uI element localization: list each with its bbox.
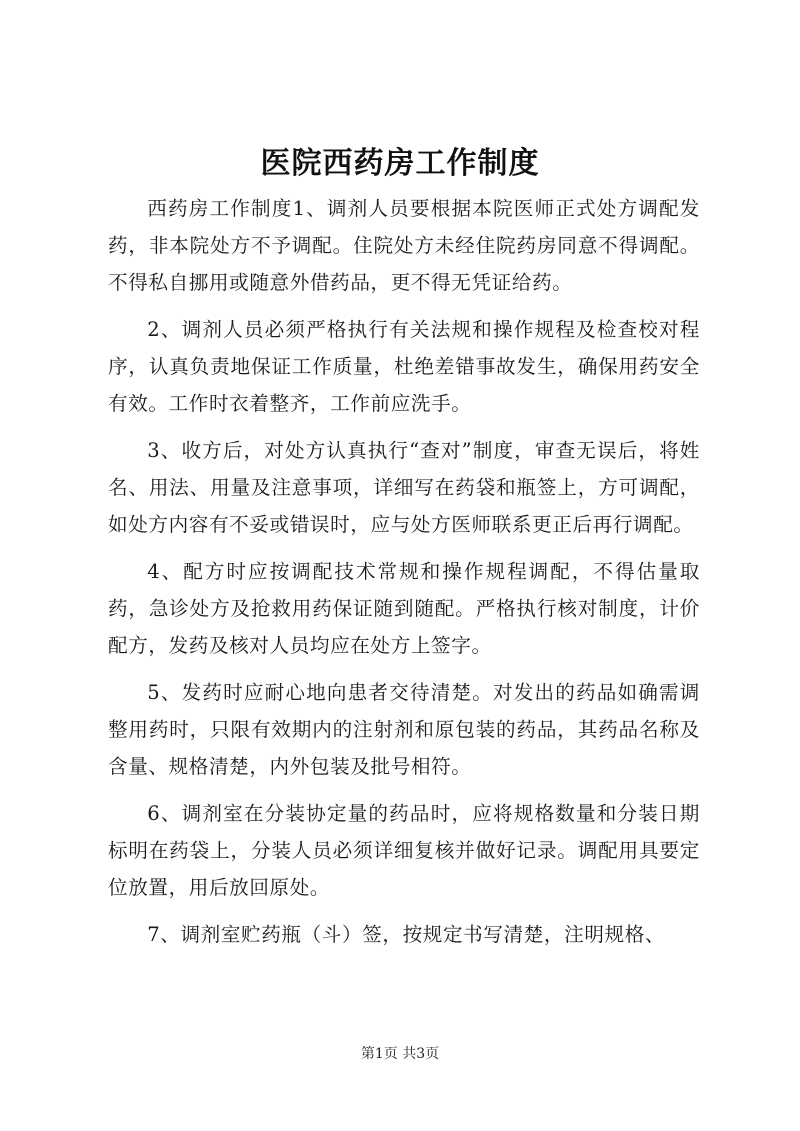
- page-title: 医院西药房工作制度: [260, 146, 540, 181]
- paragraph-2: 2、调剂人员必须严格执行有关法规和操作规程及检查校对程序，认真负责地保证工作质量，杜绝差错事故发生，确保用药安全有效。工作时衣着整齐，工作前应洗手。: [108, 318, 700, 415]
- paragraph-3: 3、收方后，对处方认真执行“查对”制度，审查无误后，将姓名、用法、用量及注意事项，详细写在药袋和瓶签上，方可调配，如处方内容有不妥或错误时，应与处方医师联系更正后再行调配。: [108, 439, 700, 536]
- paragraph-7: 7、调剂室贮药瓶（斗）签，按规定书写清楚，注明规格、: [147, 923, 666, 946]
- paragraph-5: 5、发药时应耐心地向患者交待清楚。对发出的药品如确需调整用药时，只限有效期内的注射剂和原包装的药品，其药品名称及含量、规格清楚，内外包装及批号相符。: [108, 681, 700, 778]
- page-footer: 第1页 共3页: [360, 1046, 440, 1062]
- paragraph-4: 4、配方时应按调配技术常规和操作规程调配，不得估量取药，急诊处方及抢救用药保证随到随配。严格执行核对制度，计价配方，发药及核对人员均应在处方上签字。: [108, 560, 700, 657]
- document-body: [108, 190, 700, 963]
- paragraph-1: 西药房工作制度1、调剂人员要根据本院医师正式处方调配发药，非本院处方不予调配。住院处方未经住院药房同意不得调配。不得私自挪用或随意外借药品，更不得无凭证给药。: [108, 197, 700, 294]
- paragraph-6: 6、调剂室在分装协定量的药品时，应将规格数量和分装日期标明在药袋上，分装人员必须详细复核并做好记录。调配用具要定位放置，用后放回原处。: [108, 802, 700, 899]
